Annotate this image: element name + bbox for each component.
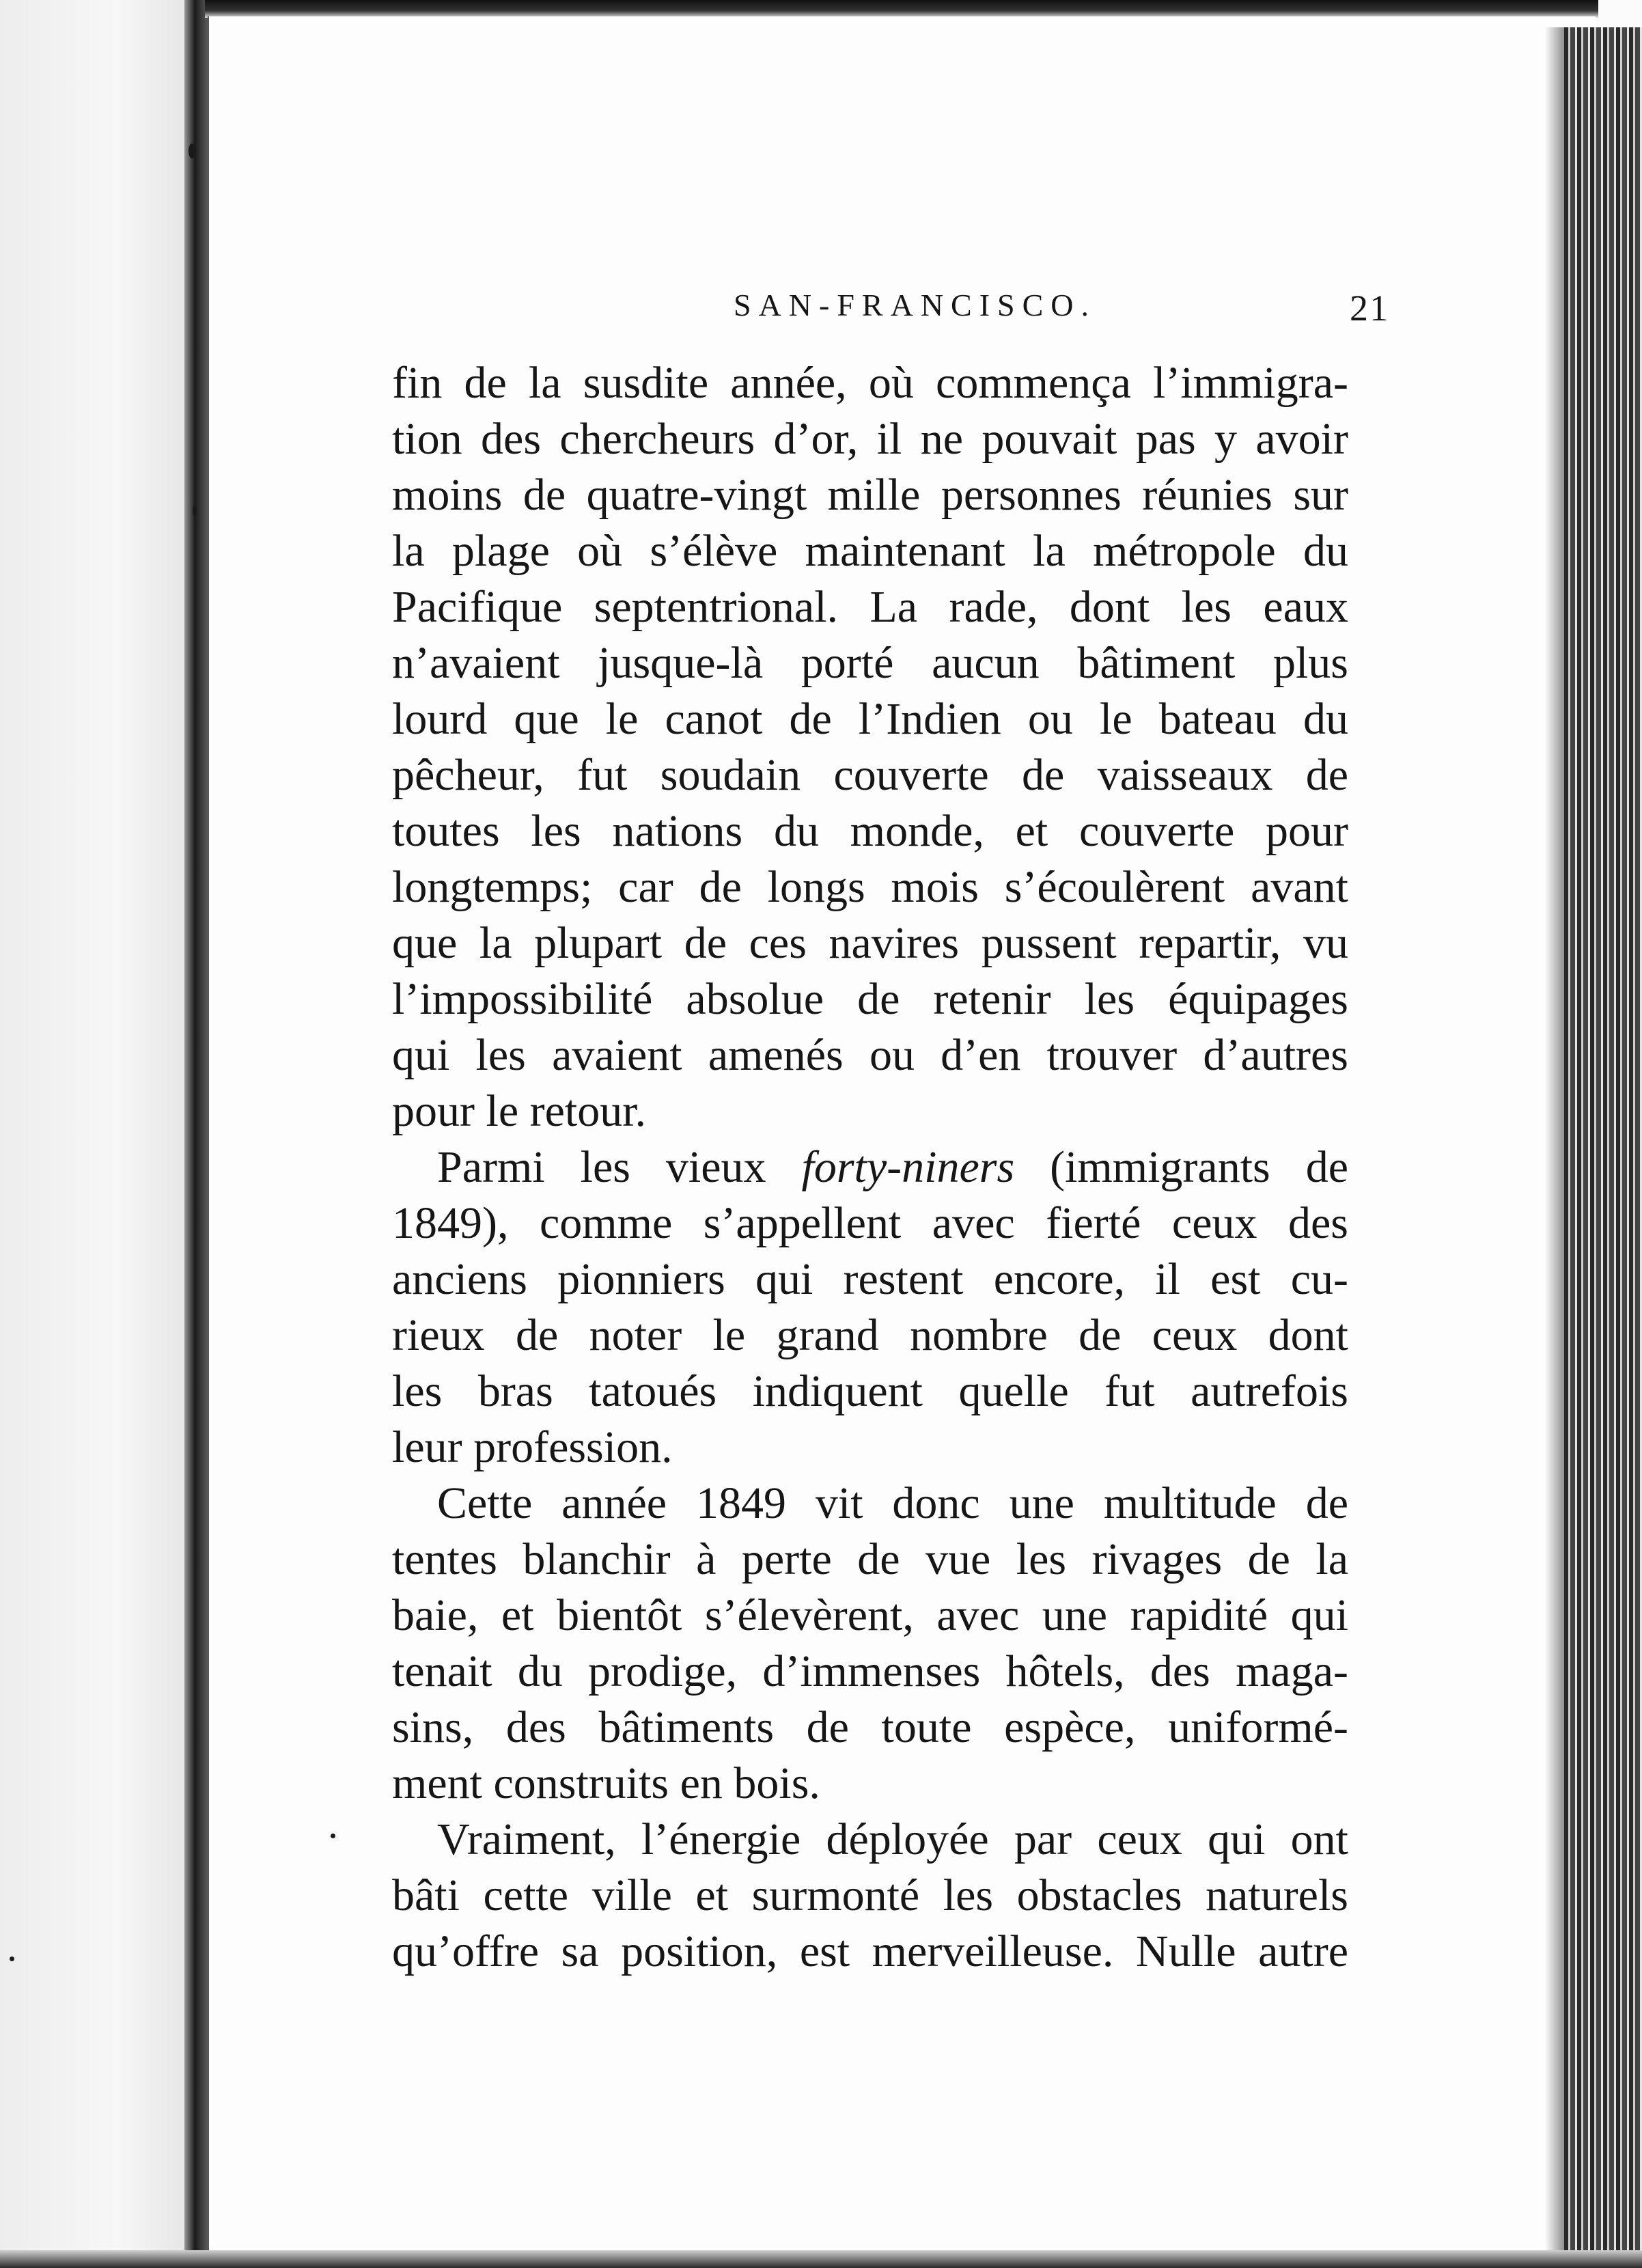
- text-line: n’avaient jusque-là porté aucun bâtiment plus: [392, 638, 1348, 688]
- text-line: Pacifique septentrional. La rade, dont les eaux: [392, 582, 1348, 632]
- text-line: tion des chercheurs d’or, il ne pouvait pas y avoir: [392, 414, 1348, 464]
- text-line: longtemps; car de longs mois s’écoulèrent avant: [392, 862, 1348, 912]
- text-line: qui les avaient amenés ou d’en trouver d’autres: [392, 1030, 1348, 1080]
- paragraph-first-line: [392, 1139, 1348, 1195]
- running-title: SAN-FRANCISCO.: [734, 288, 1097, 322]
- text-line: toutes les nations du monde, et couverte pour: [392, 806, 1348, 856]
- text-line: qu’offre sa position, est merveilleuse. Nulle autre: [392, 1926, 1348, 1976]
- ink-speck: [331, 1834, 335, 1838]
- text-line: bâti cette ville et surmonté les obstacles naturels: [392, 1870, 1348, 1920]
- text-line: tenait du prodige, d’immenses hôtels, des maga-: [392, 1646, 1348, 1696]
- text-line: sins, des bâtiments de toute espèce, uniformé-: [392, 1702, 1348, 1752]
- text-line: moins de quatre-vingt mille personnes réunies sur: [392, 470, 1348, 520]
- paragraph-first-line: Cette année 1849 vit donc une multitude de: [437, 1478, 1348, 1528]
- paragraph-first-line: Vraiment, l’énergie déployée par ceux qui ont: [437, 1814, 1348, 1864]
- page-header: [392, 287, 1389, 342]
- text-line: ment construits en bois.: [392, 1758, 820, 1808]
- ink-speck: [193, 506, 197, 516]
- text-line: pour le retour.: [392, 1086, 647, 1136]
- text-line: rieux de noter le grand nombre de ceux dont: [392, 1310, 1348, 1360]
- text-run: (immigrants de: [1014, 1142, 1348, 1192]
- top-scan-edge: [205, 0, 1598, 18]
- text-line: les bras tatoués indiquent quelle fut autrefois: [392, 1366, 1348, 1416]
- page-stack-edge: [1564, 27, 1642, 2268]
- text-line: la plage où s’élève maintenant la métropole du: [392, 526, 1348, 576]
- text-run: Parmi les vieux: [437, 1142, 802, 1192]
- text-line: leur profession.: [392, 1422, 673, 1472]
- bottom-scan-edge: [0, 2250, 1642, 2268]
- ink-speck: [10, 1956, 14, 1961]
- text-line: 1849), comme s’appellent avec fierté ceux des: [392, 1198, 1348, 1248]
- text-line: fin de la susdite année, où commença l’immigra-: [392, 358, 1348, 408]
- text-line: lourd que le canot de l’Indien ou le bateau du: [392, 694, 1348, 744]
- italic-term: forty-niners: [801, 1142, 1015, 1192]
- text-line: baie, et bientôt s’élevèrent, avec une rapidité qui: [392, 1590, 1348, 1640]
- text-line: anciens pionniers qui restent encore, il est cu-: [392, 1254, 1348, 1304]
- body-text: [392, 355, 1348, 1980]
- page-number: 21: [1350, 288, 1389, 329]
- text-line: pêcheur, fut soudain couverte de vaisseaux de: [392, 750, 1348, 800]
- text-line: que la plupart de ces navires pussent repartir, vu: [392, 918, 1348, 968]
- book-gutter: [184, 0, 208, 2268]
- text-line: tentes blanchir à perte de vue les rivages de la: [392, 1534, 1348, 1584]
- text-line: l’impossibilité absolue de retenir les équipages: [392, 974, 1348, 1024]
- ink-speck: [189, 143, 195, 158]
- facing-page-edge: [0, 0, 195, 2268]
